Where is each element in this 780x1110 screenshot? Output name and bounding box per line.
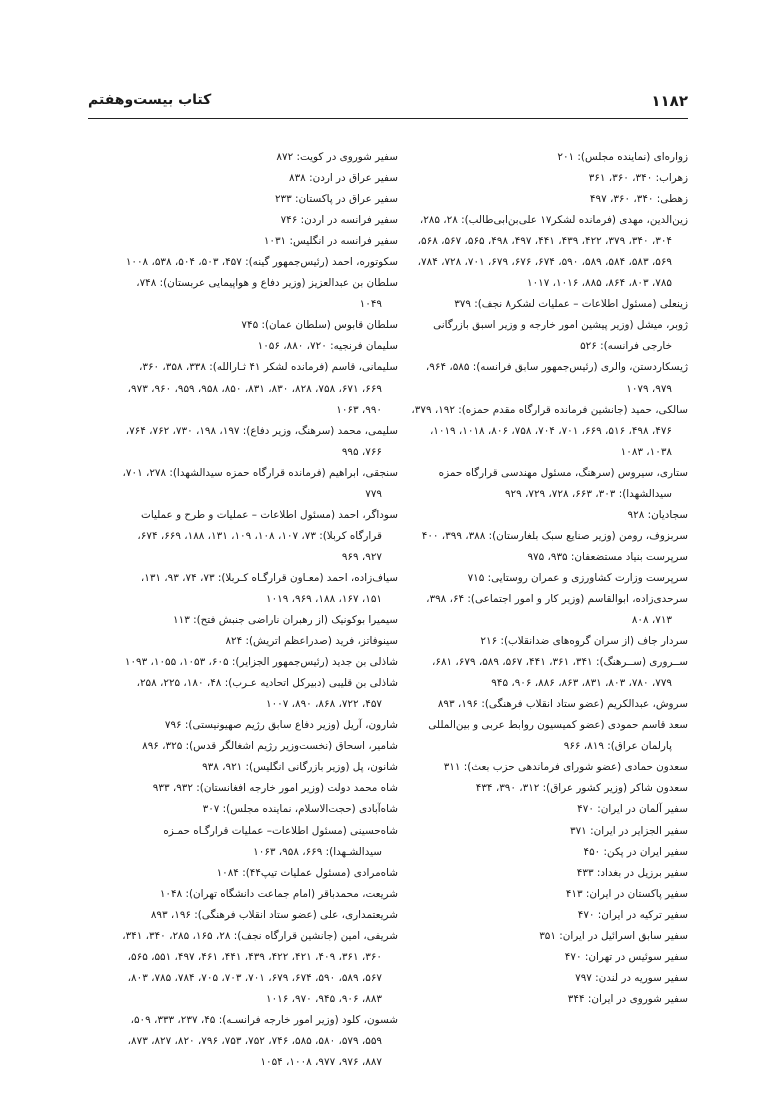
index-entry: سردار جاف (از سران گروه‌های ضدانقلاب): ۲۱۶ xyxy=(480,635,688,648)
index-entry: شریعت، محمدباقر (امام جماعت دانشگاه تهران): ۱۰۴۸ xyxy=(159,887,398,900)
index-entry: ســروری (ســرهنگ): ۳۴۱، ۳۶۱، ۴۴۱، ۵۶۷، ۵۸۹، ۶۷۹، ۶۸۱، ۷۷۹، ۷۸۰، ۸۰۳، ۸۳۱، ۸۶۳، ۸۸۶، ۹۰۶، ۹۴۵ xyxy=(432,656,688,690)
index-entry: سالکی، حمید (جانشین فرمانده قرارگاه مقدم حمزه): ۱۹۲، ۳۷۹، ۴۷۶، ۴۹۸، ۵۱۶، ۶۶۹، ۷۰۱، ۷۰۴، ۷۵۸، ۸۰۶، ۱۰۱۸، ۱۰۱۹، ۱۰۳۸، ۱۰۸۳ xyxy=(411,403,688,458)
index-entry: سلیمی، محمد (سرهنگ، وزیر دفاع): ۱۹۷، ۱۹۸، ۷۳۰، ۷۶۲، ۷۶۴، ۷۶۶، ۹۹۵ xyxy=(125,424,398,458)
index-entry: سفیر سوئیس در تهران: ۴۷۰ xyxy=(564,950,688,963)
index-entry: سرحدی‌زاده، ابوالقاسم (وزیر کار و امور اجتماعی): ۶۴، ۳۹۸، ۷۱۳، ۸۰۸ xyxy=(426,592,688,627)
index-entry: سربزوف، رومن (وزیر صنایع سبک بلغارستان): ۳۸۸، ۳۹۹، ۴۰۰ xyxy=(421,529,688,542)
index-entry: سرپرست وزارت کشاورزی و عمران روستایی: ۷۱۵ xyxy=(467,571,688,584)
index-entry: زهطی: ۳۴۰، ۳۶۰، ۴۹۷ xyxy=(589,193,688,206)
index-entry: شریعتمداری، علی (عضو ستاد انقلاب فرهنگی): ۱۹۶، ۸۹۳ xyxy=(150,908,398,921)
index-entry: سلیمانی، قاسم (فرمانده لشکر ۴۱ ثـارالله): ۳۳۸، ۳۵۸، ۳۶۰، ۶۶۹، ۶۷۱، ۷۵۸، ۸۲۸، ۸۳۰، ۸۳۱، ۸۵۰، ۹۵۸، ۹۵۹، ۹۶۰، ۹۷۳، ۹۹۰، ۱۰۶۳ xyxy=(127,361,398,416)
index-entry: سفیر برزیل در بغداد: ۴۳۳ xyxy=(576,866,688,879)
index-column-right xyxy=(410,147,688,1010)
index-entry: شامیر، اسحاق (نخست‌وزیر رژیم اشغالگر قدس): ۳۲۵، ۸۹۶ xyxy=(142,740,398,753)
index-entry: شاه‌آبادی (حجت‌الاسلام، نماینده مجلس): ۳۰۷ xyxy=(202,803,398,816)
index-entry: سفیر آلمان در ایران: ۴۷۰ xyxy=(577,803,688,816)
index-entry: سفیر سابق اسرائیل در ایران: ۳۵۱ xyxy=(539,929,688,942)
index-entry: سوداگر، احمد (مسئول اطلاعات – عملیات و طرح و عملیات قرارگاه کربلا): ۷۳، ۱۰۷، ۱۰۸، ۱۰۹، ۱۳۱، ۱۸۸، ۶۶۹، ۶۷۴، ۹۲۷، ۹۶۹ xyxy=(137,508,398,563)
index-entry: شاه محمد دولت (وزیر امور خارجه افغانستان): ۹۳۲، ۹۳۳ xyxy=(152,782,398,795)
header-rule xyxy=(88,118,688,119)
index-entry: سعدون شاکر (وزیر کشور عراق): ۳۱۲، ۳۹۰، ۴۳۴ xyxy=(475,782,688,795)
page-header xyxy=(88,92,688,116)
index-entry: سفیر شوروی در ایران: ۳۴۴ xyxy=(567,992,688,1005)
index-entry: شارون، آریل (وزیر دفاع سابق رژیم صهیونیستی): ۷۹۶ xyxy=(164,719,398,732)
index-entry: ژوبر، میشل (وزیر پیشین امور خارجه و وزیر اسبق بازرگانی خارجی فرانسه): ۵۲۶ xyxy=(433,319,688,353)
index-entry: زینعلی (مسئول اطلاعات – عملیات لشکر۸ نجف): ۳۷۹ xyxy=(454,298,688,311)
index-entry: سفیر عراق در اردن: ۸۳۸ xyxy=(289,172,398,185)
page-number: ۱۱۸۲ xyxy=(651,92,688,110)
index-entry: سفیر ترکیه در ایران: ۴۷۰ xyxy=(577,908,688,921)
index-entry: سفیر عراق در پاکستان: ۲۳۳ xyxy=(274,193,398,206)
index-entry: شاذلی بن قلیبی (دبیرکل اتحادیه عـرب): ۴۸، ۱۸۰، ۲۲۵، ۲۵۸، ۴۵۷، ۷۲۲، ۸۶۸، ۸۹۰، ۱۰۰۷ xyxy=(136,677,398,711)
index-entry: سلطان قابوس (سلطان عمان): ۷۴۵ xyxy=(241,319,398,332)
index-entry: شریفی، امین (جانشین قرارگاه نجف): ۲۸، ۱۶۵، ۲۸۵، ۳۴۰، ۳۴۱، ۳۶۰، ۳۶۱، ۴۰۹، ۴۲۱، ۴۲۲، ۴۳۹، ۴۴۱، ۴۶۱، ۴۹۷، ۵۵۱، ۵۶۵، ۵۶۷، ۵۸۹، ۵۹۰، ۶۷۴، ۶۷۹، ۷۰۱، ۷۰۳، ۷۰۵، ۷۸۴، ۷۸۵، ۸۰۳، ۸۸۳، ۹۰۶، ۹۴۵، ۹۷۰، ۱۰۱۶ xyxy=(122,929,398,1005)
index-entry: سعدون حمادی (عضو شورای فرماندهی حزب بعث): ۳۱۱ xyxy=(443,761,688,774)
index-entry: شاه‌حسینی (مسئول اطلاعات– عملیات قرارگـاه حمـزه سیدالشـهدا): ۶۶۹، ۹۵۸، ۱۰۶۳ xyxy=(163,824,398,858)
index-entry: سکوتوره، احمد (رئیس‌جمهور گینه): ۴۵۷، ۵۰۳، ۵۰۴، ۵۳۸، ۱۰۰۸ xyxy=(125,256,398,269)
index-entry: شسون، کلود (وزیر امور خارجه فرانسـه): ۴۵، ۲۳۷، ۳۳۳، ۵۰۹، ۵۵۹، ۵۷۹، ۵۸۰، ۵۸۵، ۷۴۶، ۷۵۲، ۷۵۳، ۷۹۶، ۸۲۰، ۸۲۷، ۸۷۳، ۸۸۷، ۹۷۶، ۹۷۷، ۱۰۰۸، ۱۰۵۴ xyxy=(127,1013,398,1069)
index-entry: سفیر ایران در پکن: ۴۵۰ xyxy=(583,845,688,858)
index-entry: شانون، پل (وزیر بازرگانی انگلیس): ۹۲۱، ۹۳۸ xyxy=(202,761,398,774)
index-entry: سلیمان فرنجیه: ۷۲۰، ۸۸۰، ۱۰۵۶ xyxy=(257,340,398,353)
running-title: کتاب بیست‌وهفتم xyxy=(88,92,212,108)
index-entry: سرپرست بنیاد مستضعفان: ۹۳۵، ۹۷۵ xyxy=(527,550,688,563)
index-entry: سلطان بن عبدالعزیز (وزیر دفاع و هواپیمایی عربستان): ۷۴۸، ۱۰۴۹ xyxy=(136,277,398,311)
index-entry: زهراب: ۳۴۰، ۳۶۰، ۳۶۱ xyxy=(588,172,688,185)
index-entry: سفیر فرانسه در انگلیس: ۱۰۳۱ xyxy=(263,235,398,248)
index-entry: ژیسکاردستن، والری (رئیس‌جمهور سابق فرانسه): ۵۸۵، ۹۶۴، ۹۷۹، ۱۰۷۹ xyxy=(425,361,688,395)
index-entry: سیمیرا بوکونیک (از رهبران ناراضی جنبش فتح): ۱۱۳ xyxy=(173,614,398,627)
index-entry: سفیر شوروی در کویت: ۸۷۲ xyxy=(276,151,398,163)
index-entry: سجادیان: ۹۲۸ xyxy=(627,508,688,521)
index-entry: سروش، عبدالکریم (عضو ستاد انقلاب فرهنگی): ۱۹۶، ۸۹۳ xyxy=(437,698,688,711)
index-entry: زواره‌ای (نماینده مجلس): ۲۰۱ xyxy=(557,151,688,163)
index-entry: سفیر پاکستان در ایران: ۴۱۳ xyxy=(565,887,688,900)
index-entry: سفیر فرانسه در اردن: ۷۴۶ xyxy=(280,214,398,227)
index-entry: سفیر سوریه در لندن: ۷۹۷ xyxy=(575,971,688,984)
index-column-left xyxy=(120,147,398,1073)
index-entry: ستاری، سیروس (سرهنگ، مسئول مهندسی قرارگاه حمزه سیدالشهدا): ۳۰۳، ۶۶۳، ۷۲۸، ۷۲۹، ۹۲۹ xyxy=(438,466,688,500)
index-entry: سعد قاسم حمودی (عضو کمیسیون روابط عربی و بین‌المللی پارلمان عراق): ۸۱۹، ۹۶۶ xyxy=(428,719,688,753)
index-entry: شاه‌مرادی (مسئول عملیات تیپ۴۴): ۱۰۸۴ xyxy=(216,866,398,879)
index-entry: سیاف‌زاده، احمد (معـاون قرارگـاه کـربلا): ۷۳، ۷۴، ۹۳، ۱۳۱، ۱۵۱، ۱۶۷، ۱۸۸، ۹۶۹، ۱۰۱۹ xyxy=(140,571,398,605)
index-entry: سینوفاتز، فرید (صدراعظم اتریش): ۸۲۴ xyxy=(225,635,398,648)
index-entry: سفیر الجزایر در ایران: ۳۷۱ xyxy=(570,824,688,837)
index-entry: زین‌الدین، مهدی (فرمانده لشکر۱۷ علی‌بن‌ابی‌طالب): ۲۸، ۲۸۵، ۳۰۴، ۳۴۰، ۳۷۹، ۴۲۲، ۴۳۹، ۴۴۱، ۴۹۷، ۴۹۸، ۵۶۵، ۵۶۷، ۵۶۸، ۵۶۹، ۵۸۳، ۵۸۴، ۵۸۹، ۵۹۰، ۶۷۴، ۶۷۶، ۶۷۹، ۷۰۱، ۷۲۸، ۷۸۴، ۷۸۵، ۸۰۳، ۸۶۴، ۸۸۵، ۱۰۱۶، ۱۰۱۷ xyxy=(417,214,688,290)
index-entry: سنجقی، ابراهیم (فرمانده قرارگاه حمزه سیدالشهدا): ۲۷۸، ۷۰۱، ۷۷۹ xyxy=(122,466,398,500)
index-entry: شاذلی بن جدید (رئیس‌جمهور الجزایر): ۶۰۵، ۱۰۵۳، ۱۰۵۵، ۱۰۹۳ xyxy=(124,656,398,669)
